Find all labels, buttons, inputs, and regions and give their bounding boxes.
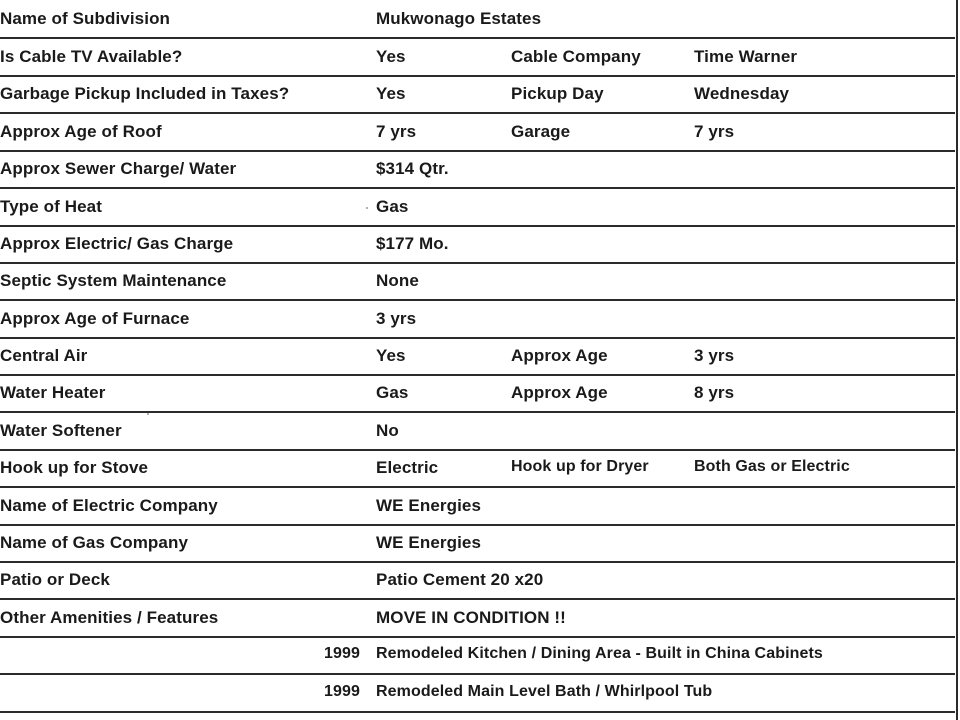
table-row — [0, 449, 955, 488]
field-label: Hook up for Stove — [0, 458, 149, 477]
table-row — [0, 300, 955, 339]
field-label: Approx Sewer Charge/ Water — [0, 159, 237, 178]
field-label: Name of Gas Company — [0, 533, 189, 552]
field-value: Mukwonago Estates — [376, 9, 542, 28]
table-row — [0, 524, 955, 563]
table-row — [0, 75, 955, 114]
secondary-field-value: 3 yrs — [694, 346, 735, 365]
secondary-field-value: Both Gas or Electric — [694, 458, 850, 475]
table-row — [0, 262, 955, 301]
table-row — [0, 150, 955, 189]
field-label: Name of Electric Company — [0, 496, 218, 515]
table-row — [0, 374, 955, 413]
field-value: Yes — [376, 47, 406, 66]
table-row — [0, 337, 955, 376]
field-label: Other Amenities / Features — [0, 608, 219, 627]
secondary-field-value: Time Warner — [694, 47, 798, 66]
field-value: 3 yrs — [376, 309, 417, 328]
scan-speck — [147, 413, 149, 415]
secondary-field-label: Cable Company — [511, 47, 641, 66]
secondary-field-value: Wednesday — [694, 84, 790, 103]
secondary-field-label: Hook up for Dryer — [511, 458, 649, 475]
table-row — [0, 412, 955, 451]
field-label: Name of Subdivision — [0, 9, 171, 28]
field-value: Patio Cement 20 x20 — [376, 570, 544, 589]
table-row — [0, 599, 955, 638]
field-value: 7 yrs — [376, 122, 417, 141]
secondary-field-value: 8 yrs — [694, 383, 735, 402]
secondary-field-value: 7 yrs — [694, 122, 735, 141]
secondary-field-label: Garage — [511, 122, 571, 141]
feature-note-row — [0, 674, 955, 713]
field-value: $314 Qtr. — [376, 159, 449, 178]
note-text: Remodeled Kitchen / Dining Area - Built in China Cabinets — [376, 645, 823, 662]
field-label: Septic System Maintenance — [0, 271, 227, 290]
field-value: $177 Mo. — [376, 234, 449, 253]
field-value: WE Energies — [376, 496, 482, 515]
field-label: Type of Heat — [0, 197, 102, 216]
note-text: Remodeled Main Level Bath / Whirlpool Tub — [376, 683, 713, 700]
field-value: MOVE IN CONDITION !! — [376, 608, 566, 627]
table-row — [0, 113, 955, 152]
scan-speck — [366, 207, 368, 209]
note-year: 1999 — [324, 683, 360, 700]
page-border — [956, 0, 958, 720]
field-value: Gas — [376, 197, 409, 216]
feature-note-row — [0, 636, 955, 675]
field-value: Yes — [376, 84, 406, 103]
table-row — [0, 188, 955, 227]
secondary-field-label: Approx Age — [511, 383, 608, 402]
field-value: WE Energies — [376, 533, 482, 552]
table-row — [0, 38, 955, 77]
field-value: Electric — [376, 458, 439, 477]
table-row — [0, 487, 955, 526]
field-label: Patio or Deck — [0, 570, 110, 589]
field-value: Yes — [376, 346, 406, 365]
field-label: Approx Age of Furnace — [0, 309, 190, 328]
field-label: Approx Age of Roof — [0, 122, 162, 141]
note-year: 1999 — [324, 645, 360, 662]
secondary-field-label: Pickup Day — [511, 84, 604, 103]
table-row — [0, 561, 955, 600]
field-label: Water Softener — [0, 421, 122, 440]
field-label: Garbage Pickup Included in Taxes? — [0, 84, 290, 103]
secondary-field-label: Approx Age — [511, 346, 608, 365]
field-value: Gas — [376, 383, 409, 402]
table-row — [0, 0, 955, 39]
field-label: Central Air — [0, 346, 88, 365]
field-value: No — [376, 421, 399, 440]
field-label: Approx Electric/ Gas Charge — [0, 234, 234, 253]
table-row — [0, 225, 955, 264]
field-value: None — [376, 271, 419, 290]
field-label: Water Heater — [0, 383, 106, 402]
field-label: Is Cable TV Available? — [0, 47, 183, 66]
